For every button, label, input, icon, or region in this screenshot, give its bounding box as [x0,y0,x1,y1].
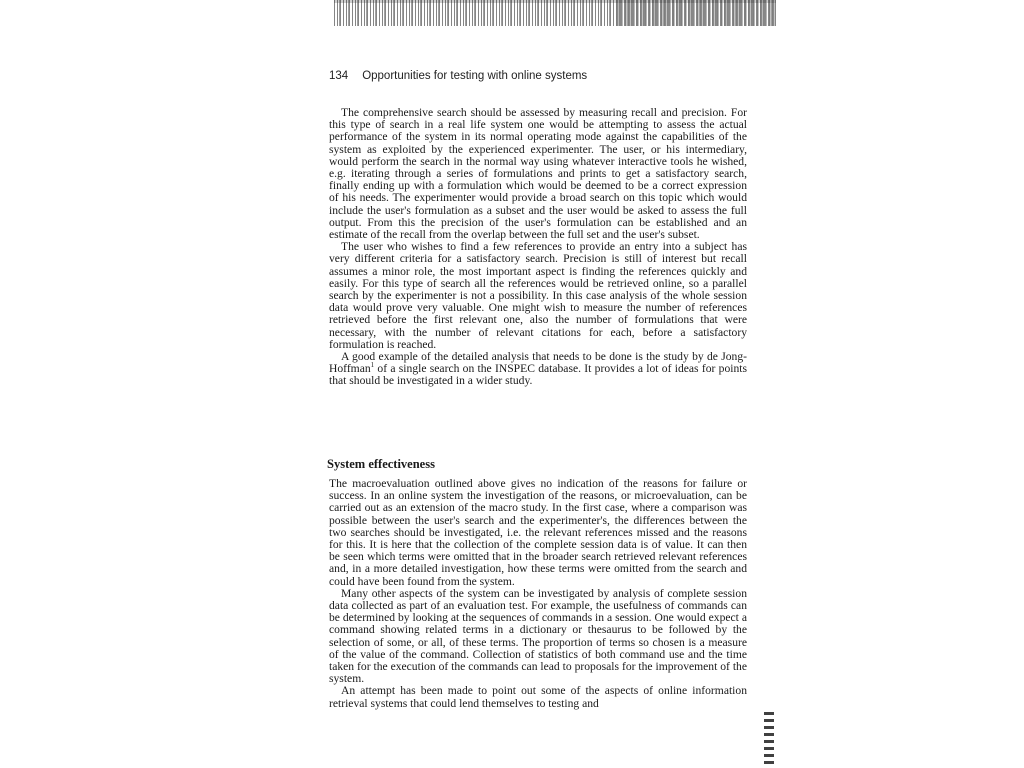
paragraph: Many other aspects of the system can be investigated by analysis of complete session data collected as part of an evaluation test. For example, the usefulness of commands can be determined by looking at the sequences of commands in a session. One would expect a command showing related terms in a dictionary or thesaurus to be followed by the selection of some, or all, of these terms. The proportion of terms so chosen is a measure of the value of the command. Collection of statistics of both command use and the time taken for the execution of the commands can lead to proposals for the improvement of the system. [329,586,747,686]
body-text-section-1 [329,107,747,388]
section-heading: System effectiveness [327,457,435,471]
paragraph [329,351,747,388]
paragraph: The macroevaluation outlined above gives no indication of the reasons for failure or success. In an online system the investigation of the reasons, or microevaluation, can be carried out as an extension of the macro study. In the first case, where a comparison was possible between the user's search and the experimenter's, the differences between the two searches should be investigated, i.e. the relevant references missed and the reasons for this. It is here that the collection of the complete session data is of value. It can then be seen which terms were omitted that in the broader search retrieved relevant references and, in a more detailed investigation, how these terms were omitted from the search and could have been found from the system. [329,477,747,588]
running-head [329,70,749,82]
paragraph: The comprehensive search should be assessed by measuring recall and precision. For this type of search in a real life system one would be attempting to assess the actual performance of the system in its normal operating mode against the capabilities of the system as exploited by the experienced experimenter. The user, or his intermediary, would perform the search in the normal way using whatever interactive tools he wished, e.g. iterating through a series of formulations and prints to get a satisfactory search, finally ending up with a formulation which would be deemed to be a correct expression of his needs. The experimenter would provide a broad search on this topic which would include the user's formulation as a subset and the user would be asked to assess the full output. From this the precision of the user's formulation can be established and an estimate of the recall from the overlap between the full set and the user's subset. [329,106,747,242]
body-text-section-2 [329,478,747,710]
footnote-ref: 1 [370,361,375,370]
scan-noise-strip [334,0,776,26]
paragraph: The user who wishes to find a few references to provide an entry into a subject has very different criteria for a satisfactory search. Precision is still of interest but recall assumes a minor role, the most important aspect is finding the references quickly and easily. For this type of search all the references would be retrieved online, so a parallel search by the experimenter is not a possibility. In this case analysis of the whole session data would prove very valuable. One might wish to measure the number of references retrieved before the first relevant one, also the number of formulations that were necessary, with the number of relevant citations for each, before a satisfactory formulation is reached. [329,240,747,351]
paragraph: An attempt has been made to point out some of the aspects of online information retrieval systems that could lend themselves to testing and [329,684,747,710]
page-number: 134 [329,70,349,82]
scan-edge-marks [764,712,774,768]
paragraph-text: A good example of the detailed analysis that needs to be done is the study by de Jong-Hoffman [329,350,747,376]
running-title: Opportunities for testing with online systems [362,70,588,82]
paragraph-text: of a single search on the INSPEC database. It provides a lot of ideas for points that should be investigated in a wider study. [329,362,747,388]
